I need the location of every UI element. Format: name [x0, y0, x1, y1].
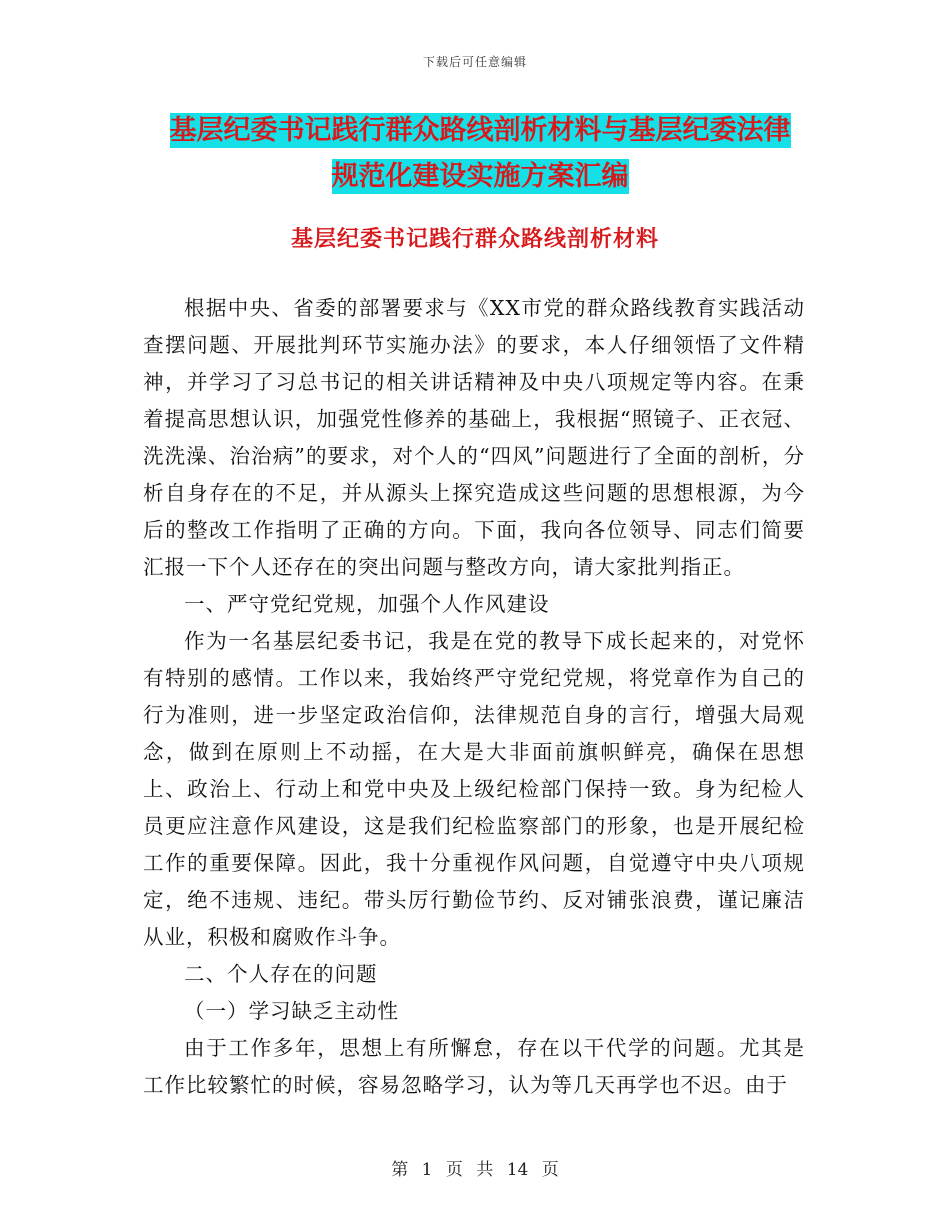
title-line-2: 规范化建设实施方案汇编 — [331, 161, 629, 192]
paragraph-subheading: （一）学习缺乏主动性 — [184, 999, 399, 1023]
header-note: 下载后可任意编辑 — [422, 55, 527, 69]
page-footer: 第 1 页 共 14 页 — [391, 1160, 559, 1180]
paragraph-heading: 一、严守党纪党规，加强个人作风建设 — [184, 592, 550, 616]
title-line-1: 基层纪委书记践行群众路线剖析材料与基层纪委法律 — [169, 115, 791, 146]
body-text — [143, 290, 805, 1104]
document-title — [100, 108, 860, 200]
paragraph: 根据中央、省委的部署要求与《XX市党的群众路线教育实践活动查摆问题、开展批判环节实施办法》的要求，本人仔细领悟了文件精神，并学习了习总书记的相关讲话精神及中央八项规定等内容。在秉着提高思想认识，加强党性修养的基础上，我根据“照镜子、正衣冠、洗洗澡、治治病”的要求，对个人的“四风”问题进行了全面的剖析，分析自身存在的不足，并从源头上探究造成这些问题的思想根源，为今后的整改工作指明了正确的方向。下面，我向各位领导、同志们简要汇报一下个人还存在的突出问题与整改方向，请大家批判指正。 — [143, 296, 805, 579]
paragraph-heading: 二、个人存在的问题 — [184, 962, 378, 986]
section-title: 基层纪委书记践行群众路线剖析材料 — [290, 227, 659, 252]
paragraph: 由于工作多年，思想上有所懈怠，存在以干代学的问题。尤其是工作比较繁忙的时候，容易忽略学习，认为等几天再学也不迟。由于 — [143, 1036, 805, 1097]
paragraph: 作为一名基层纪委书记，我是在党的教导下成长起来的，对党怀有特别的感情。工作以来，我始终严守党纪党规，将党章作为自己的行为准则，进一步坚定政治信仰，法律规范自身的言行，增强大局观念，做到在原则上不动摇，在大是大非面前旗帜鲜亮，确保在思想上、政治上、行动上和党中央及上级纪检部门保持一致。身为纪检人员更应注意作风建设，这是我们纪检监察部门的形象，也是开展纪检工作的重要保障。因此，我十分重视作风问题，自觉遵守中央八项规定，绝不违规、违纪。带头厉行勤俭节约、反对铺张浪费，谨记廉洁从业，积极和腐败作斗争。 — [143, 629, 805, 949]
